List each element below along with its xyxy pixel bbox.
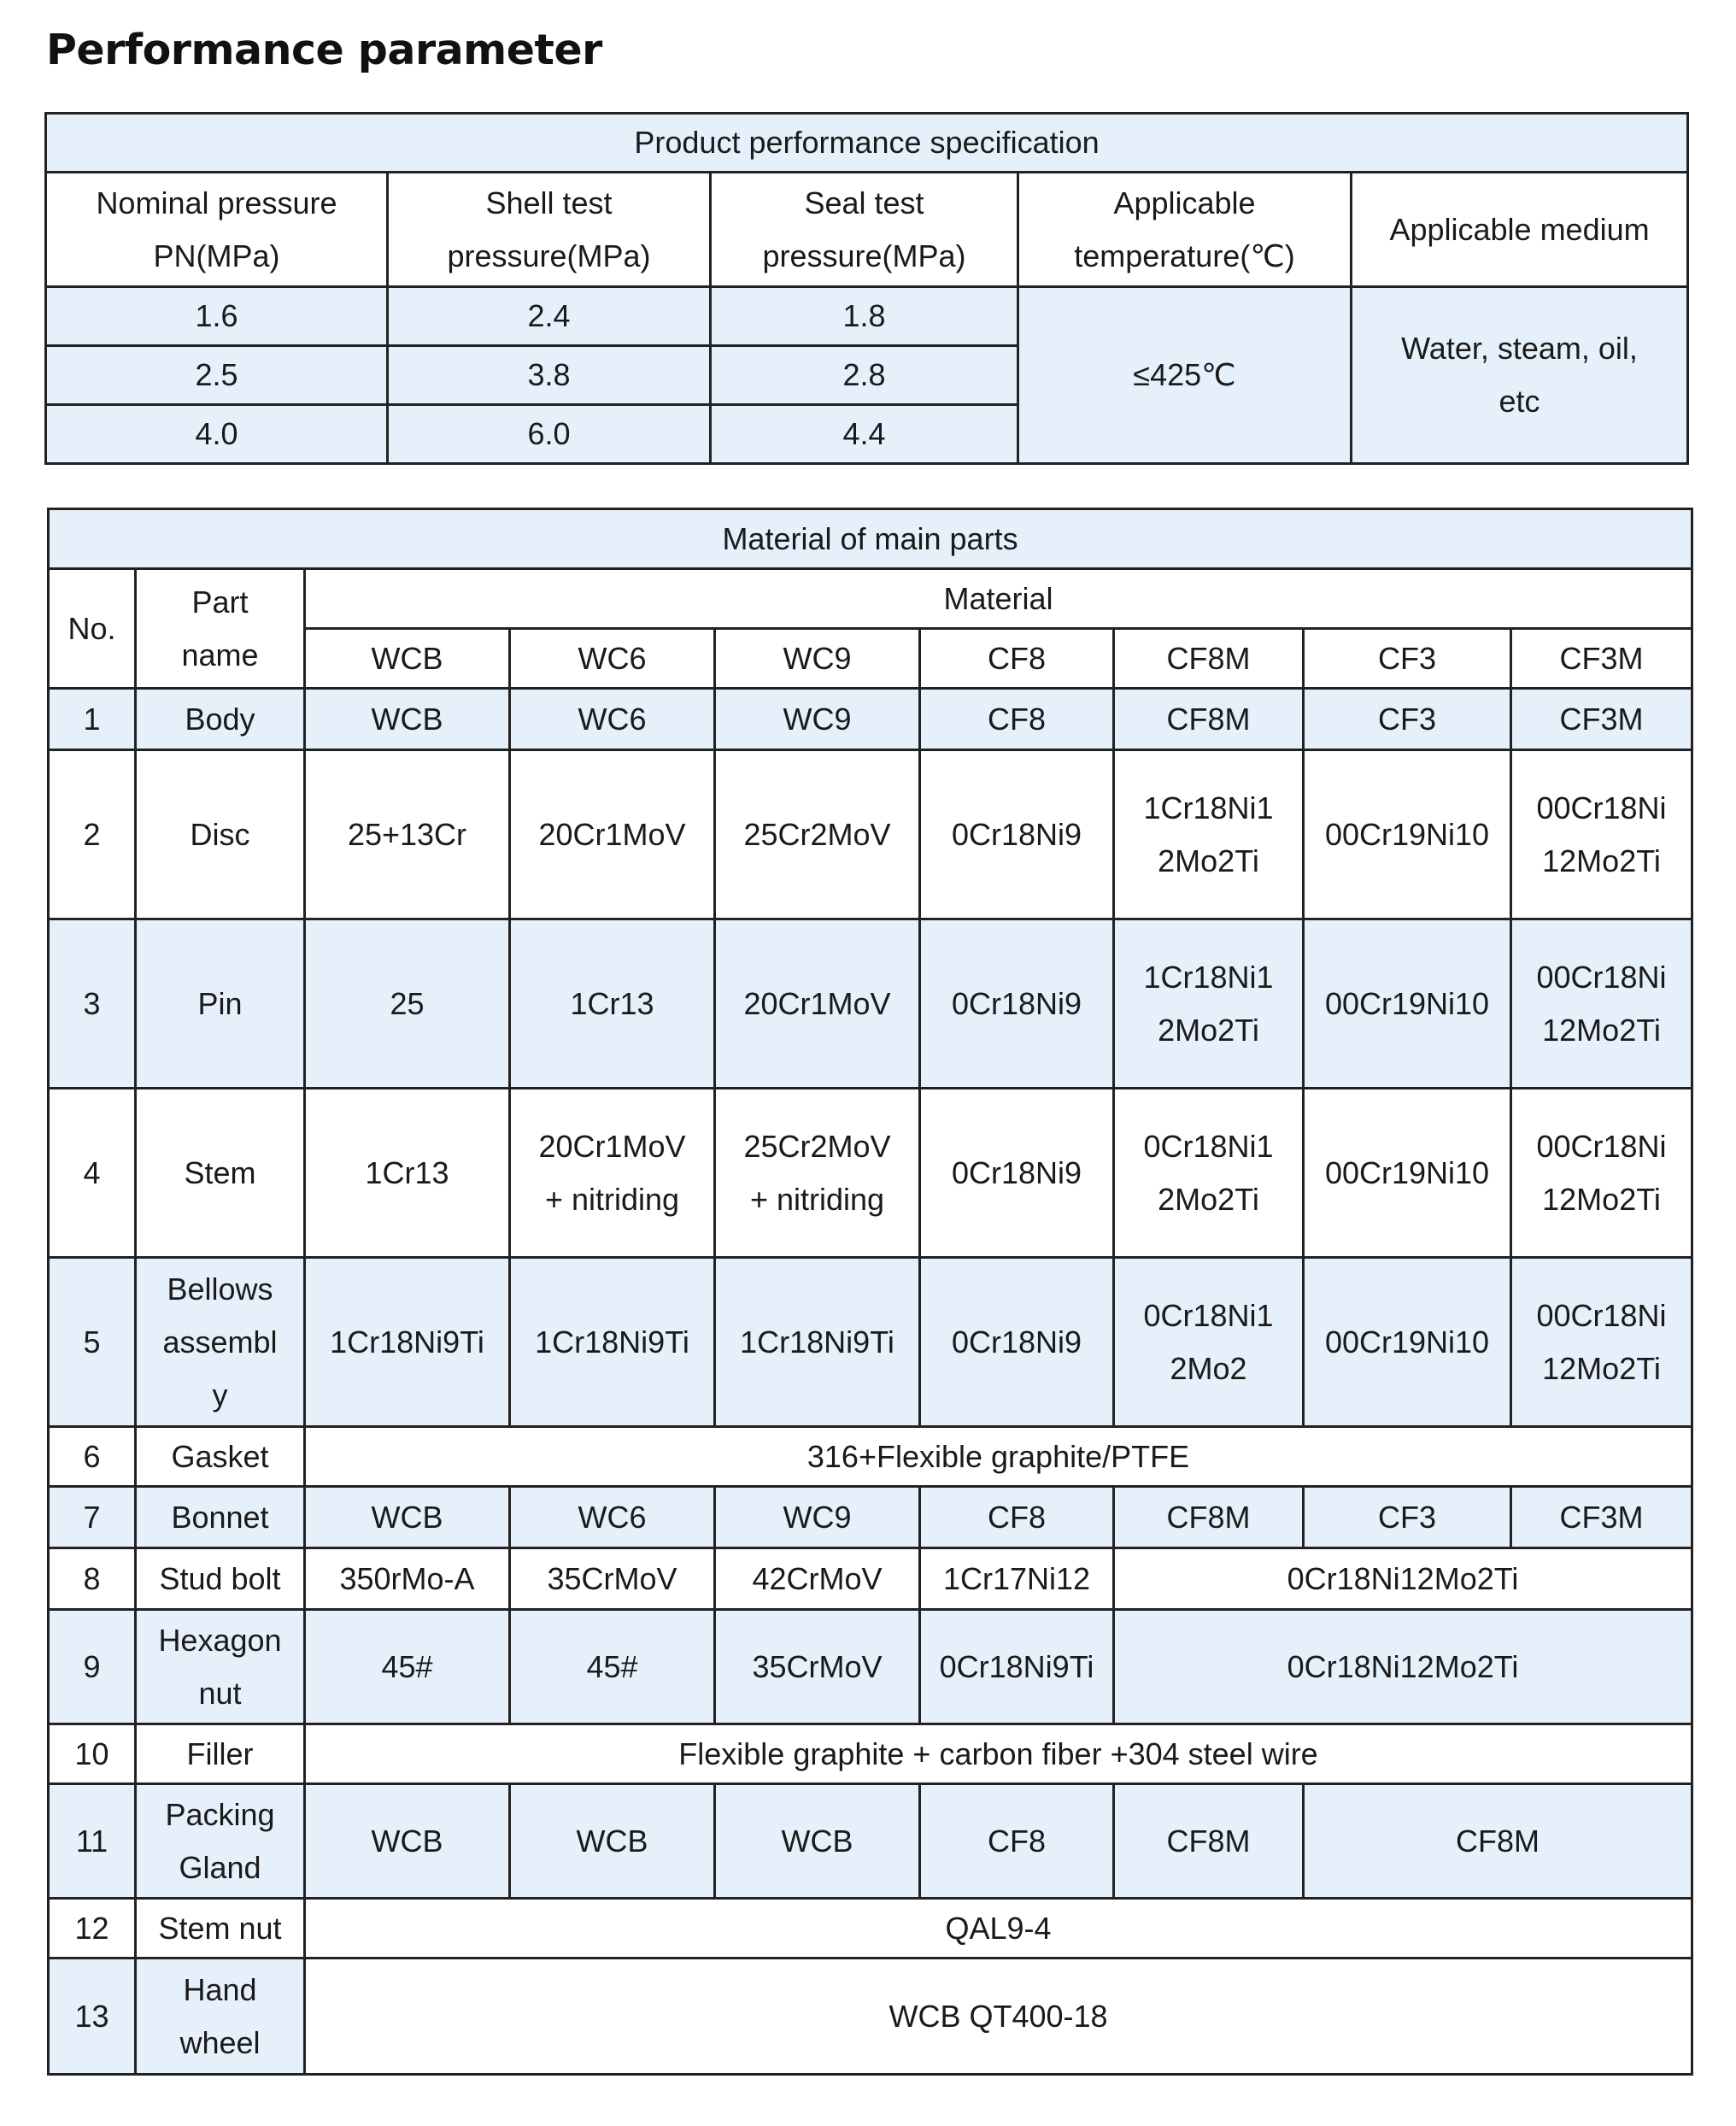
table-row bbox=[49, 1427, 1692, 1487]
cell-line: 00Cr19Ni10 bbox=[1324, 1154, 1490, 1190]
seal-test-cell: 2.8 bbox=[711, 346, 1018, 405]
cell-line: 20Cr1MoV bbox=[743, 985, 891, 1021]
grade-header-cell: CF3 bbox=[1304, 629, 1511, 689]
cell-line: 25+13Cr bbox=[347, 816, 467, 852]
cell-line: Hand bbox=[183, 1971, 257, 2007]
table-row bbox=[49, 1548, 1692, 1610]
material-cell bbox=[510, 1548, 715, 1610]
cell-line: y bbox=[212, 1377, 228, 1412]
material-cell bbox=[920, 1610, 1114, 1724]
material-cell bbox=[1304, 919, 1511, 1089]
row-number-cell: 9 bbox=[49, 1610, 136, 1724]
shell-test-cell: 3.8 bbox=[388, 346, 711, 405]
cell-line: Body bbox=[185, 701, 255, 737]
cell-line: 0Cr18Ni9 bbox=[951, 985, 1082, 1021]
material-cell bbox=[715, 1487, 920, 1548]
header-line: Seal test bbox=[804, 185, 924, 220]
part-name-cell bbox=[136, 1610, 305, 1724]
row-number-cell: 5 bbox=[49, 1258, 136, 1427]
material-cell bbox=[1114, 1258, 1304, 1427]
cell-line: CF8 bbox=[987, 701, 1046, 737]
header-line: Part bbox=[191, 584, 249, 620]
table-row bbox=[49, 689, 1692, 750]
part-name-cell bbox=[136, 1487, 305, 1548]
table-row bbox=[49, 919, 1692, 1089]
cell-line: Stem nut bbox=[158, 1910, 282, 1946]
cell-line: WCB bbox=[371, 1499, 443, 1535]
cell-line: 1Cr18Ni1 bbox=[1143, 959, 1274, 995]
cell-line: 12Mo2Ti bbox=[1542, 1012, 1661, 1048]
material-cell bbox=[1114, 1487, 1304, 1548]
cell-line: 2Mo2 bbox=[1170, 1350, 1247, 1386]
medium-cell bbox=[1352, 287, 1688, 464]
material-cell bbox=[305, 1487, 510, 1548]
cell-line: 350rMo-A bbox=[339, 1560, 475, 1596]
performance-caption: Product performance specification bbox=[46, 114, 1688, 173]
cell-line: 35CrMoV bbox=[547, 1560, 677, 1596]
cell-line: 45# bbox=[381, 1648, 433, 1684]
cell-line: Packing bbox=[165, 1796, 275, 1832]
nominal-pressure-cell: 4.0 bbox=[46, 405, 388, 464]
cell-line: Disc bbox=[190, 816, 250, 852]
material-header: Material bbox=[305, 569, 1692, 629]
cell-line: 25Cr2MoV bbox=[743, 816, 891, 852]
cell-line: WCB bbox=[576, 1823, 648, 1859]
cell-line: assembl bbox=[162, 1324, 278, 1360]
material-cell bbox=[920, 1258, 1114, 1427]
cell-line: 20Cr1MoV bbox=[538, 1128, 686, 1164]
table-row bbox=[49, 1724, 1692, 1784]
cell-line: 2Mo2Ti bbox=[1158, 1181, 1259, 1217]
cell-line: 0Cr18Ni9 bbox=[951, 1324, 1082, 1360]
grade-header-cell: WC9 bbox=[715, 629, 920, 689]
cell-line: CF3 bbox=[1377, 701, 1436, 737]
material-cell bbox=[1511, 1089, 1692, 1258]
material-cell bbox=[305, 1089, 510, 1258]
material-span-cell bbox=[305, 1899, 1692, 1959]
table-row bbox=[49, 1089, 1692, 1258]
material-cell bbox=[1304, 689, 1511, 750]
material-cell bbox=[920, 1487, 1114, 1548]
header-line: PN(MPa) bbox=[153, 238, 280, 273]
cell-line: WC9 bbox=[783, 1499, 852, 1535]
part-name-cell bbox=[136, 1724, 305, 1784]
cell-line: Bellows bbox=[167, 1271, 273, 1307]
shell-test-cell: 2.4 bbox=[388, 287, 711, 346]
part-name-header bbox=[136, 569, 305, 689]
cell-line: CF3M bbox=[1559, 1499, 1644, 1535]
header-line: pressure(MPa) bbox=[447, 238, 651, 273]
cell-line: 20Cr1MoV bbox=[538, 816, 686, 852]
row-number-cell: 13 bbox=[49, 1959, 136, 2075]
cell-line: 1Cr18Ni9Ti bbox=[740, 1324, 894, 1360]
row-number-cell: 2 bbox=[49, 750, 136, 919]
material-cell bbox=[305, 1784, 510, 1899]
materials-caption: Material of main parts bbox=[49, 509, 1692, 569]
material-cell bbox=[715, 1089, 920, 1258]
cell-line: 42CrMoV bbox=[752, 1560, 883, 1596]
part-name-cell bbox=[136, 1784, 305, 1899]
header-line: name bbox=[181, 637, 259, 672]
material-span-cell bbox=[305, 1724, 1692, 1784]
cell-line: Stud bolt bbox=[159, 1560, 281, 1596]
material-cell bbox=[1511, 919, 1692, 1089]
medium-line: Water, steam, oil, bbox=[1401, 331, 1638, 366]
cell-line: Pin bbox=[197, 985, 243, 1021]
material-cell bbox=[715, 1258, 920, 1427]
header-line: temperature(℃) bbox=[1074, 238, 1295, 273]
cell-line: nut bbox=[198, 1675, 242, 1711]
material-cell bbox=[1511, 1487, 1692, 1548]
material-cell bbox=[1114, 750, 1304, 919]
cell-line: 316+Flexible graphite/PTFE bbox=[806, 1438, 1190, 1474]
material-cell bbox=[920, 1089, 1114, 1258]
row-number-cell: 8 bbox=[49, 1548, 136, 1610]
material-cell bbox=[715, 1548, 920, 1610]
row-number-cell: 6 bbox=[49, 1427, 136, 1487]
cell-line: 00Cr18Ni bbox=[1536, 1297, 1667, 1333]
medium-line: etc bbox=[1498, 384, 1540, 419]
cell-line: 2Mo2Ti bbox=[1158, 1012, 1259, 1048]
material-cell bbox=[715, 689, 920, 750]
cell-line: WCB bbox=[371, 701, 443, 737]
cell-line: WC6 bbox=[578, 701, 647, 737]
no-header: No. bbox=[49, 569, 136, 689]
cell-line: 00Cr19Ni10 bbox=[1324, 816, 1490, 852]
cell-line: CF8M bbox=[1166, 1823, 1251, 1859]
row-number-cell: 7 bbox=[49, 1487, 136, 1548]
cell-line: CF8 bbox=[987, 1823, 1046, 1859]
cell-line: 0Cr18Ni1 bbox=[1143, 1128, 1274, 1164]
cell-line: 0Cr18Ni1 bbox=[1143, 1297, 1274, 1333]
row-number-cell: 12 bbox=[49, 1899, 136, 1959]
header-nominal-pressure bbox=[46, 173, 388, 287]
header-temperature bbox=[1018, 173, 1352, 287]
material-cell bbox=[305, 919, 510, 1089]
material-cell bbox=[715, 750, 920, 919]
cell-line: 0Cr18Ni12Mo2Ti bbox=[1287, 1560, 1519, 1596]
cell-line: CF8M bbox=[1456, 1823, 1540, 1859]
cell-line: 12Mo2Ti bbox=[1542, 1181, 1661, 1217]
cell-line: 12Mo2Ti bbox=[1542, 843, 1661, 878]
table-row bbox=[49, 1487, 1692, 1548]
cell-line: Gasket bbox=[171, 1438, 269, 1474]
table-row bbox=[49, 1258, 1692, 1427]
cell-line: 00Cr18Ni bbox=[1536, 790, 1667, 825]
cell-line: WCB QT400-18 bbox=[889, 1998, 1108, 2034]
cell-line: 0Cr18Ni12Mo2Ti bbox=[1287, 1648, 1519, 1684]
cell-line: 1Cr17Ni12 bbox=[942, 1560, 1091, 1596]
cell-line: CF8 bbox=[987, 1499, 1046, 1535]
cell-line: 25Cr2MoV bbox=[743, 1128, 891, 1164]
cell-line: 0Cr18Ni9 bbox=[951, 1154, 1082, 1190]
material-cell bbox=[305, 1610, 510, 1724]
material-cell bbox=[920, 1548, 1114, 1610]
cell-line: CF8M bbox=[1166, 701, 1251, 737]
grade-header-cell: CF8M bbox=[1114, 629, 1304, 689]
material-cell bbox=[510, 1487, 715, 1548]
header-seal-test bbox=[711, 173, 1018, 287]
row-number-cell: 1 bbox=[49, 689, 136, 750]
table-row bbox=[49, 1610, 1692, 1724]
cell-line: 45# bbox=[586, 1648, 638, 1684]
material-cell bbox=[1304, 750, 1511, 919]
cell-line: QAL9-4 bbox=[945, 1910, 1052, 1946]
page-title: Performance parameter bbox=[46, 26, 602, 74]
cell-line: WCB bbox=[781, 1823, 853, 1859]
cell-line: Stem bbox=[184, 1154, 256, 1190]
cell-line: 00Cr18Ni bbox=[1536, 1128, 1667, 1164]
material-cell bbox=[1114, 1089, 1304, 1258]
material-cell bbox=[305, 750, 510, 919]
cell-line: 00Cr18Ni bbox=[1536, 959, 1667, 995]
part-name-cell bbox=[136, 1427, 305, 1487]
part-name-cell bbox=[136, 1548, 305, 1610]
cell-line: 1Cr13 bbox=[365, 1154, 449, 1190]
cell-line: CF3M bbox=[1559, 701, 1644, 737]
material-cell bbox=[920, 689, 1114, 750]
part-name-cell bbox=[136, 1899, 305, 1959]
part-name-cell bbox=[136, 1258, 305, 1427]
material-cell bbox=[1511, 1258, 1692, 1427]
material-cell bbox=[305, 689, 510, 750]
part-name-cell bbox=[136, 1959, 305, 2075]
grade-header-cell: WCB bbox=[305, 629, 510, 689]
seal-test-cell: 4.4 bbox=[711, 405, 1018, 464]
nominal-pressure-cell: 2.5 bbox=[46, 346, 388, 405]
cell-line: + nitriding bbox=[544, 1181, 680, 1217]
material-cell bbox=[920, 750, 1114, 919]
header-line: Applicable bbox=[1113, 185, 1256, 220]
material-cell bbox=[715, 1784, 920, 1899]
material-cell bbox=[920, 919, 1114, 1089]
material-cell bbox=[1114, 689, 1304, 750]
material-cell bbox=[1114, 919, 1304, 1089]
material-cell bbox=[510, 1784, 715, 1899]
seal-test-cell: 1.8 bbox=[711, 287, 1018, 346]
row-number-cell: 11 bbox=[49, 1784, 136, 1899]
cell-line: 0Cr18Ni9 bbox=[951, 816, 1082, 852]
cell-line: Flexible graphite + carbon fiber +304 steel wire bbox=[678, 1735, 1318, 1771]
header-line: pressure(MPa) bbox=[762, 238, 966, 273]
material-cell bbox=[1511, 750, 1692, 919]
grade-header-cell: CF3M bbox=[1511, 629, 1692, 689]
cell-line: + nitriding bbox=[749, 1181, 885, 1217]
cell-line: Filler bbox=[186, 1735, 254, 1771]
table-row bbox=[49, 750, 1692, 919]
cell-line: wheel bbox=[179, 2024, 261, 2060]
header-shell-test bbox=[388, 173, 711, 287]
table-row bbox=[49, 1784, 1692, 1899]
part-name-cell bbox=[136, 750, 305, 919]
materials-table bbox=[47, 508, 1693, 2076]
material-cell bbox=[305, 1548, 510, 1610]
material-cell bbox=[510, 1089, 715, 1258]
cell-line: WC9 bbox=[783, 701, 852, 737]
temperature-cell: ≤425℃ bbox=[1018, 287, 1352, 464]
material-cell bbox=[510, 1258, 715, 1427]
material-span-cell bbox=[305, 1959, 1692, 2075]
part-name-cell bbox=[136, 689, 305, 750]
cell-line: 00Cr19Ni10 bbox=[1324, 1324, 1490, 1360]
row-number-cell: 10 bbox=[49, 1724, 136, 1784]
material-cell bbox=[920, 1784, 1114, 1899]
material-span-cell bbox=[305, 1427, 1692, 1487]
cell-line: 35CrMoV bbox=[752, 1648, 883, 1684]
material-cell bbox=[1304, 1487, 1511, 1548]
nominal-pressure-cell: 1.6 bbox=[46, 287, 388, 346]
material-cell bbox=[1114, 1784, 1304, 1899]
material-cell bbox=[715, 919, 920, 1089]
material-cell bbox=[510, 689, 715, 750]
cell-line: 25 bbox=[390, 985, 425, 1021]
material-cell bbox=[305, 1258, 510, 1427]
grade-header-cell: CF8 bbox=[920, 629, 1114, 689]
material-span-cell bbox=[1114, 1610, 1692, 1724]
header-line: Nominal pressure bbox=[96, 185, 337, 220]
cell-line: CF8M bbox=[1166, 1499, 1251, 1535]
material-span-cell bbox=[1114, 1548, 1692, 1610]
cell-line: 00Cr19Ni10 bbox=[1324, 985, 1490, 1021]
material-cell bbox=[510, 919, 715, 1089]
row-number-cell: 4 bbox=[49, 1089, 136, 1258]
cell-line: CF3 bbox=[1377, 1499, 1436, 1535]
performance-table bbox=[44, 112, 1689, 465]
part-name-cell bbox=[136, 1089, 305, 1258]
part-name-cell bbox=[136, 919, 305, 1089]
grade-header-cell: WC6 bbox=[510, 629, 715, 689]
cell-line: 1Cr18Ni9Ti bbox=[330, 1324, 484, 1360]
header-line: Shell test bbox=[485, 185, 613, 220]
cell-line: Hexagon bbox=[158, 1622, 282, 1658]
row-number-cell: 3 bbox=[49, 919, 136, 1089]
shell-test-cell: 6.0 bbox=[388, 405, 711, 464]
material-cell bbox=[1511, 689, 1692, 750]
cell-line: 1Cr18Ni9Ti bbox=[535, 1324, 689, 1360]
material-cell bbox=[510, 1610, 715, 1724]
material-cell bbox=[1304, 1258, 1511, 1427]
material-cell bbox=[1304, 1089, 1511, 1258]
material-span-cell bbox=[1304, 1784, 1692, 1899]
table-row bbox=[49, 1959, 1692, 2075]
table-row bbox=[49, 1899, 1692, 1959]
material-cell bbox=[715, 1610, 920, 1724]
cell-line: Bonnet bbox=[171, 1499, 269, 1535]
cell-line: 12Mo2Ti bbox=[1542, 1350, 1661, 1386]
cell-line: WCB bbox=[371, 1823, 443, 1859]
cell-line: 2Mo2Ti bbox=[1158, 843, 1259, 878]
cell-line: 0Cr18Ni9Ti bbox=[939, 1648, 1094, 1684]
material-cell bbox=[510, 750, 715, 919]
cell-line: 1Cr18Ni1 bbox=[1143, 790, 1274, 825]
cell-line: WC6 bbox=[578, 1499, 647, 1535]
cell-line: Gland bbox=[179, 1849, 261, 1885]
cell-line: 1Cr13 bbox=[570, 985, 654, 1021]
header-medium: Applicable medium bbox=[1352, 173, 1688, 287]
